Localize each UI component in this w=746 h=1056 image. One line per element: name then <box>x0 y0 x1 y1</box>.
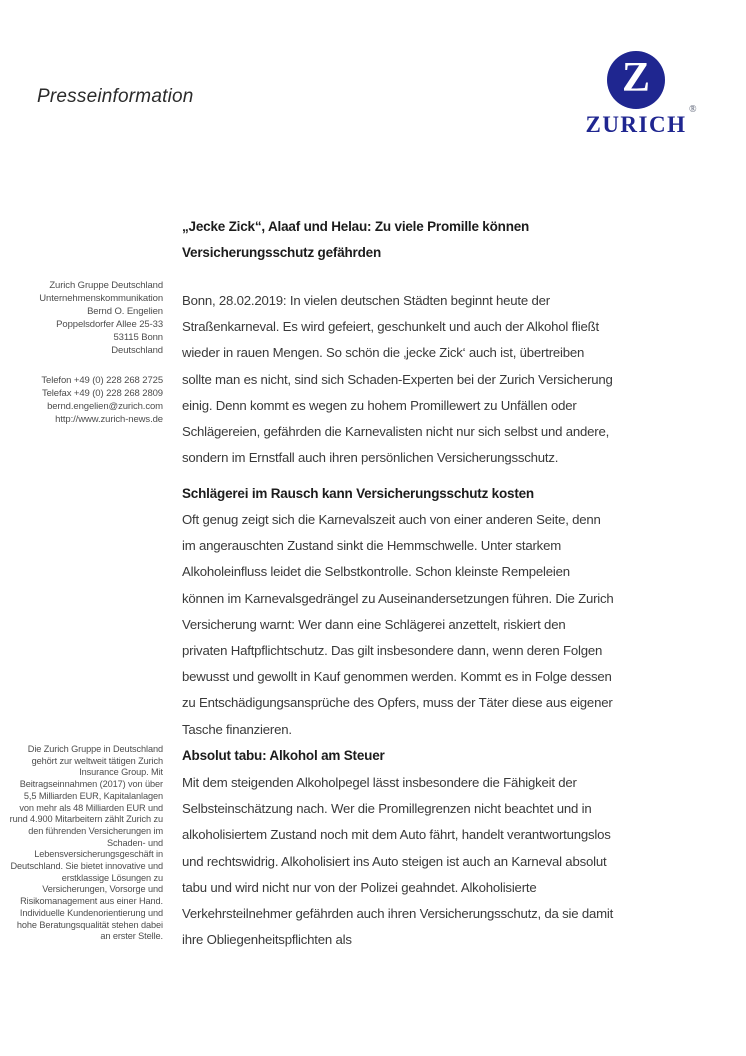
sidebar-contact-block <box>0 279 163 357</box>
contact-line: 53115 Bonn <box>113 332 163 343</box>
document-kicker: Presseinformation <box>37 86 194 107</box>
email-line: bernd.engelien@zurich.com <box>47 401 163 412</box>
phone-line: Telefon +49 (0) 228 268 2725 <box>41 375 163 386</box>
fax-line: Telefax +49 (0) 228 268 2809 <box>41 388 163 399</box>
zurich-brand-text: ZURICH <box>585 112 687 137</box>
contact-line: Bernd O. Engelien <box>87 306 163 317</box>
section1-heading: Schlägerei im Rausch kann Versicherungsschutz kosten <box>182 486 534 501</box>
section2-heading: Absolut tabu: Alkohol am Steuer <box>182 748 385 763</box>
article-headline: „Jecke Zick“, Alaaf und Helau: Zu viele Promille können Versicherungsschutz gefährden <box>182 219 530 260</box>
sidebar-channels-block <box>0 374 163 426</box>
zurich-z-icon: Z <box>621 55 650 101</box>
article-intro-paragraph: Bonn, 28.02.2019: In vielen deutschen Städten beginnt heute der Straßenkarneval. Es wird gefeiert, geschunkelt und auch der Alkohol fließt wieder in rauen Mengen. So schön die ‚jecke Zick‘ auch ist, übertreiben sollte man es nicht, sind sich Schaden-Experten bei der Zurich Versicherung einig. Denn kommt es wegen zu hohem Promillewert zu Unfällen oder Schlägereien, gefährden die Karnevalisten nicht nur sich selbst und andere, sondern im Ernstfall auch ihren persönlichen Versicherungsschutz. <box>182 293 613 466</box>
section2-paragraph: Mit dem steigenden Alkoholpegel lässt insbesondere die Fähigkeit der Selbsteinschätzung nach. Wer die Promillegrenzen nicht beachtet und in alkoholisiertem Zustand noch mit dem Auto fährt, handelt verantwortungslos und rechtswidrig. Alkoholisiert ins Auto steigen ist auch an Karneval absolut tabu und wird nicht nur von der Polizei geahndet. Alkoholisierte Verkehrsteilnehmer gefährden auch ihren Versicherungsschutz, da sie damit ihre Obliegenheitspflichten als <box>182 775 614 948</box>
sidebar-company-boilerplate: Die Zurich Gruppe in Deutschland gehört zur weltweit tätigen Zurich Insurance Group. Mit Beitragseinnahmen (2017) von über 5,5 Milliarden EUR, Kapitalanlagen von mehr als 48 Milliarden EUR und rund 4.900 Mitarbeitern zählt Zurich zu den führenden Versicherungen im Schaden- und Lebensversicherungsgeschäft in Deutschland. Sie bietet innovative und erstklassige Lösungen zu Versicherungen, Vorsorge und Risikomanagement aus einer Hand. Individuelle Kundenorientierung und hohe Beratungsqualität stehen dabei an erster Stelle. <box>9 744 163 942</box>
contact-line: Zurich Gruppe Deutschland <box>49 280 163 291</box>
section1-paragraph: Oft genug zeigt sich die Karnevalszeit auch von einer anderen Seite, denn im angerauschten Zustand sinkt die Hemmschwelle. Unter starkem Alkoholeinfluss leidet die Selbstkontrolle. Schon kleinste Rempeleien können im Karnevalsgedrängel zu Auseinandersetzungen führen. Die Zurich Versicherung warnt: Wer dann eine Schlägerei anzettelt, riskiert den privaten Haftpflichtschutz. Das gilt insbesondere dann, wenn deren Folgen bewusst und gewollt in Kauf genommen werden. Kommt es in Folge dessen zu Entschädigungsansprüche des Opfers, muss der Täter diese aus eigener Tasche finanzieren. <box>182 512 614 737</box>
zurich-logo-circle-icon <box>607 51 665 109</box>
zurich-logo <box>578 51 697 138</box>
contact-line: Poppelsdorfer Allee 25-33 <box>56 319 163 330</box>
registered-trademark-icon: ® <box>689 104 697 115</box>
contact-line: Unternehmenskommunikation <box>39 293 163 304</box>
zurich-wordmark <box>585 104 697 138</box>
website-line: http://www.zurich-news.de <box>55 414 163 425</box>
contact-line: Deutschland <box>111 345 163 356</box>
